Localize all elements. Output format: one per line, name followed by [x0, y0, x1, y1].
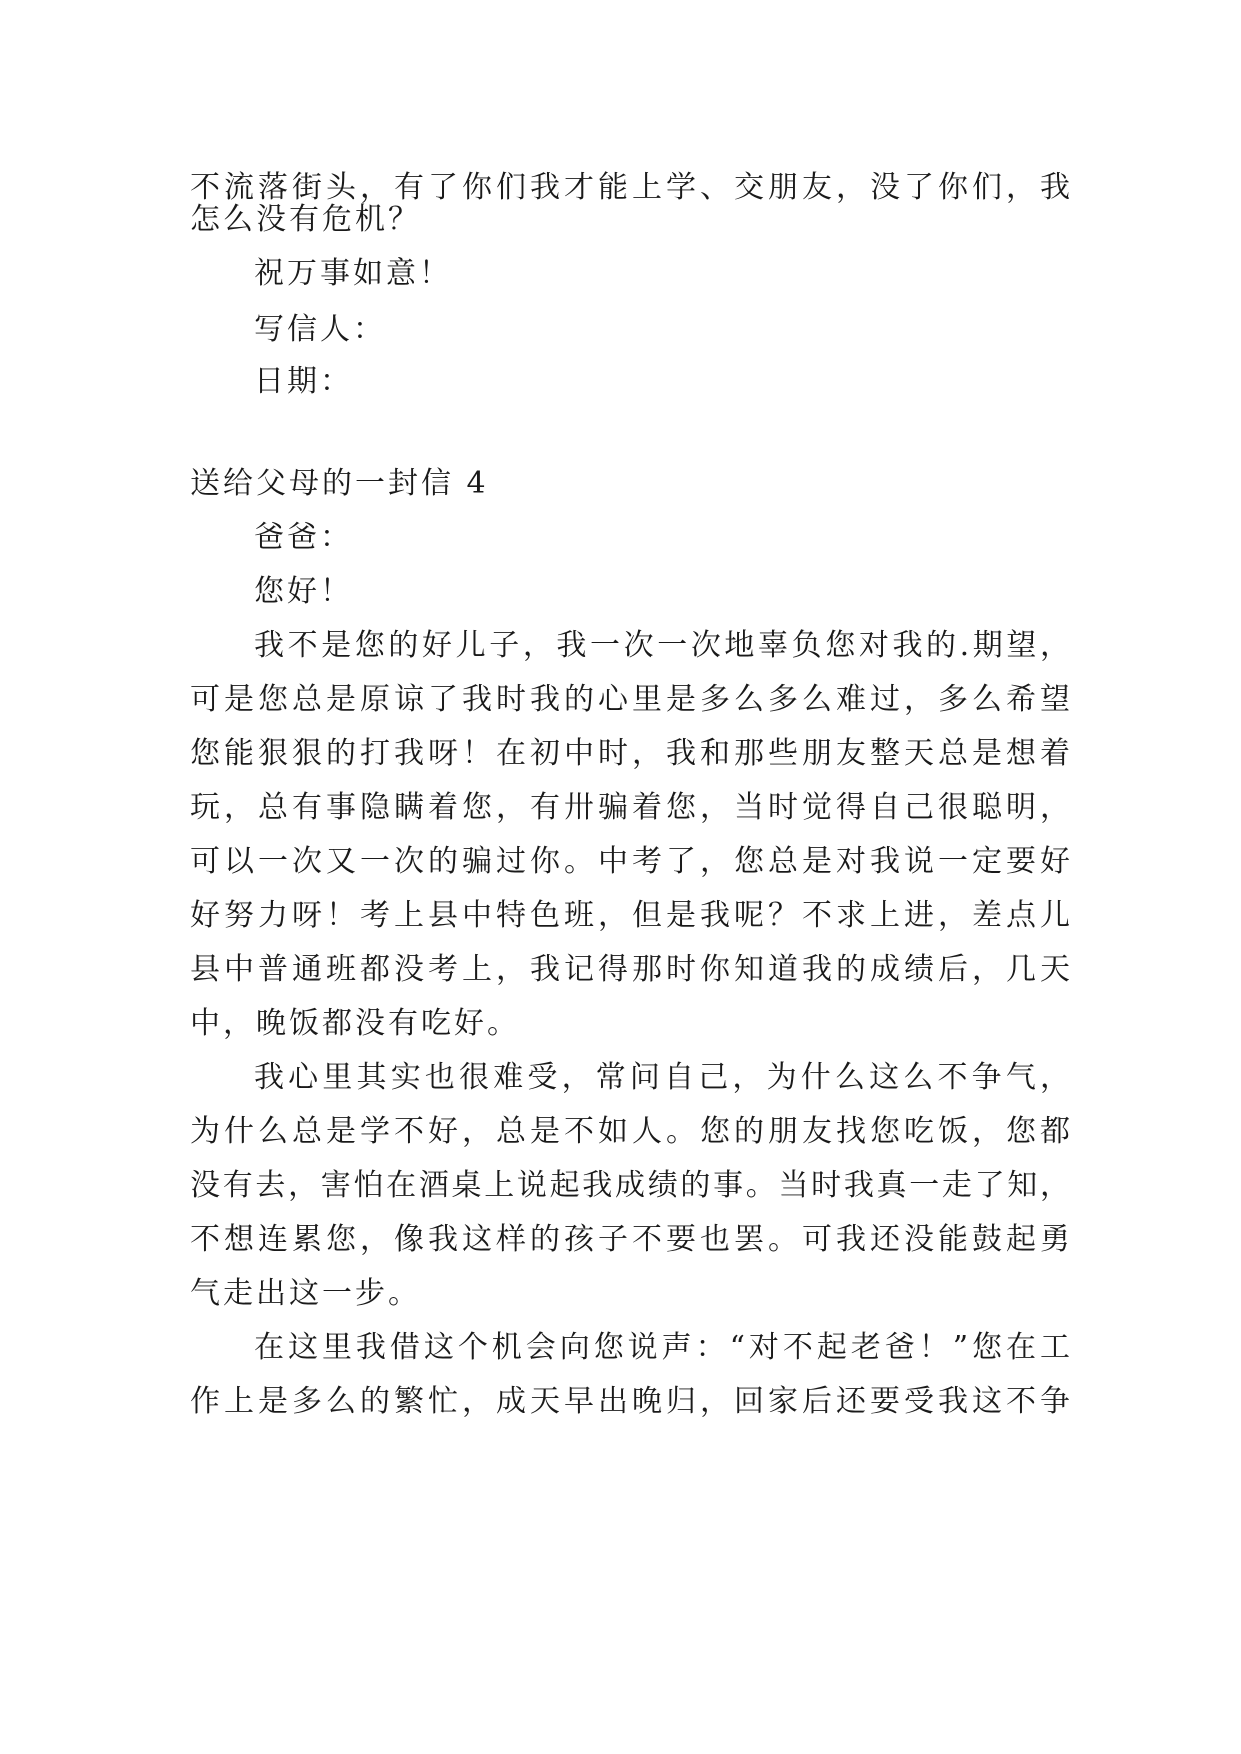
paragraph-line: 可是您总是原谅了我时我的心里是多么多么难过，多么希望	[190, 682, 1070, 717]
letter-title: 送给父母的一封信 4	[190, 466, 489, 501]
salutation: 爸爸：	[254, 520, 353, 555]
paragraph-line: 中，晚饭都没有吃好。	[190, 1006, 520, 1041]
greeting: 您好！	[254, 574, 353, 609]
paragraph-line: 玩，总有事隐瞒着您，有卅骗着您，当时觉得自己很聪明，	[190, 790, 1070, 825]
date-line: 日期：	[254, 364, 353, 399]
text-line: 怎么没有危机？	[190, 202, 421, 237]
text-line: 不流落街头，有了你们我才能上学、交朋友，没了你们，我	[190, 170, 1070, 205]
paragraph-line: 好努力呀！考上县中特色班，但是我呢？不求上进，差点儿	[190, 898, 1070, 933]
paragraph-line: 作上是多么的繁忙，成天早出晚归，回家后还要受我这不争	[190, 1384, 1070, 1419]
paragraph-line: 您能狠狠的打我呀！在初中时，我和那些朋友整天总是想着	[190, 736, 1070, 771]
paragraph-line: 不想连累您，像我这样的孩子不要也罢。可我还没能鼓起勇	[190, 1222, 1070, 1257]
paragraph-line: 在这里我借这个机会向您说声：“对不起老爸！”您在工	[254, 1330, 1070, 1365]
paragraph-line: 气走出这一步。	[190, 1276, 421, 1311]
paragraph-line: 我心里其实也很难受，常问自己，为什么这么不争气，	[254, 1060, 1070, 1095]
paragraph-line: 县中普通班都没考上，我记得那时你知道我的成绩后，几天	[190, 952, 1070, 987]
paragraph-line: 我不是您的好儿子，我一次一次地辜负您对我的.期望，	[254, 628, 1070, 663]
paragraph-line: 为什么总是学不好，总是不如人。您的朋友找您吃饭，您都	[190, 1114, 1070, 1149]
paragraph-line: 可以一次又一次的骗过你。中考了，您总是对我说一定要好	[190, 844, 1070, 879]
closing-line: 祝万事如意！	[254, 256, 452, 291]
paragraph-line: 没有去，害怕在酒桌上说起我成绩的事。当时我真一走了知，	[190, 1168, 1070, 1203]
writer-line: 写信人：	[254, 312, 386, 347]
